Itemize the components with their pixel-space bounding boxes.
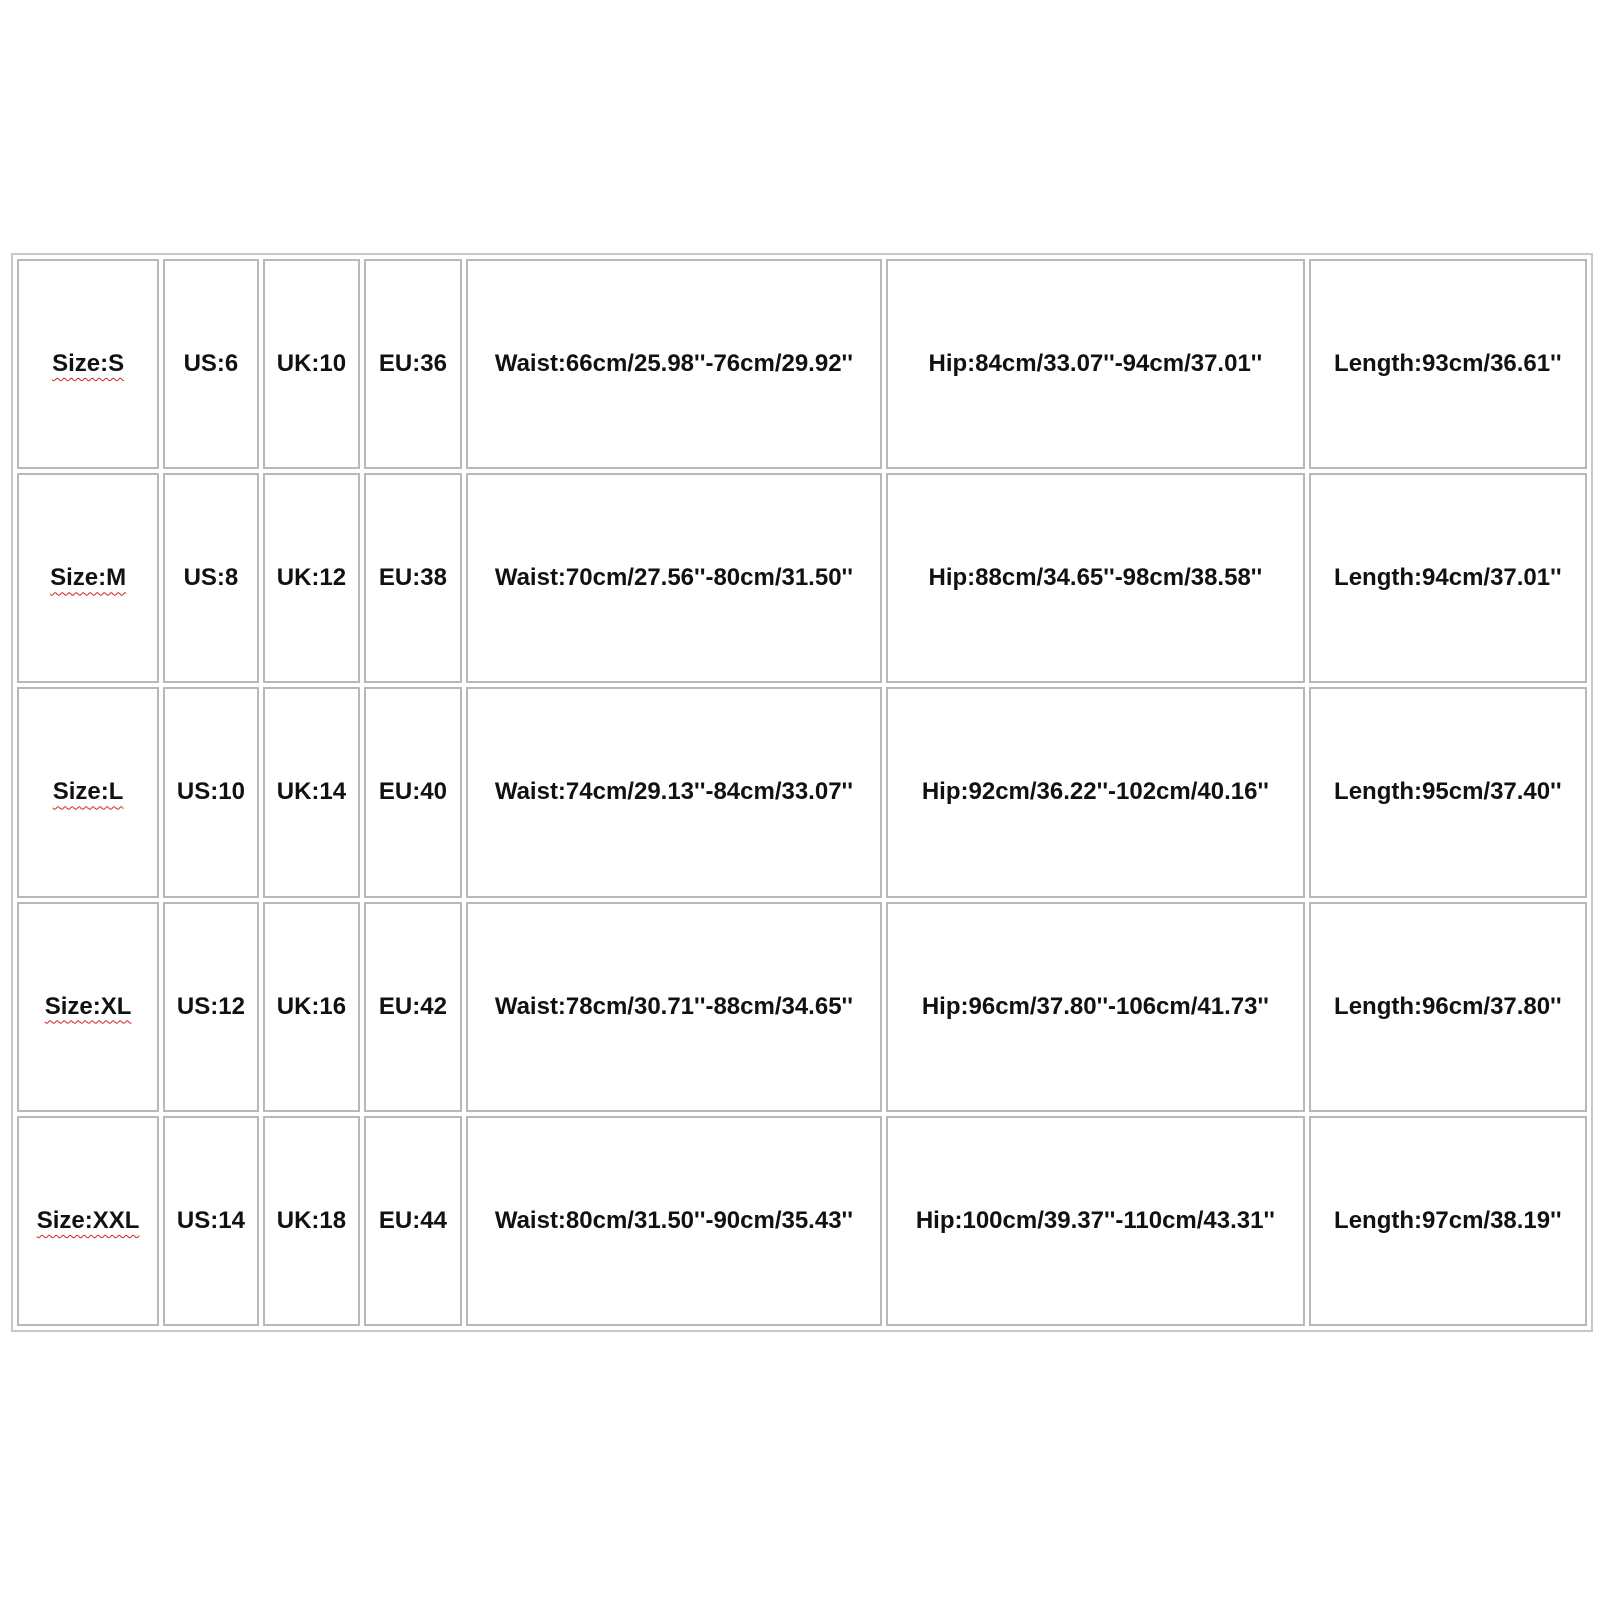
waist-cell: Waist:78cm/30.71''-88cm/34.65'' [466,902,882,1112]
hip-cell: Hip:84cm/33.07''-94cm/37.01'' [886,259,1304,469]
table-row [17,473,1587,683]
us-size-cell: US:10 [163,687,258,897]
us-size-cell: US:6 [163,259,258,469]
uk-size-cell: UK:10 [263,259,361,469]
waist-cell: Waist:66cm/25.98''-76cm/29.92'' [466,259,882,469]
us-size-cell: US:8 [163,473,258,683]
eu-size-cell: EU:36 [364,259,462,469]
hip-cell: Hip:92cm/36.22''-102cm/40.16'' [886,687,1304,897]
length-cell: Length:94cm/37.01'' [1309,473,1587,683]
table-row [17,687,1587,897]
eu-size-cell: EU:38 [364,473,462,683]
size-cell [17,902,159,1112]
uk-size-cell: UK:14 [263,687,361,897]
size-label: Size:XXL [36,1206,140,1234]
size-chart-table [11,253,1593,1332]
size-label: Size:L [52,778,124,806]
waist-cell: Waist:74cm/29.13''-84cm/33.07'' [466,687,882,897]
uk-size-cell: UK:16 [263,902,361,1112]
eu-size-cell: EU:44 [364,1116,462,1326]
length-cell: Length:96cm/37.80'' [1309,902,1587,1112]
hip-cell: Hip:88cm/34.65''-98cm/38.58'' [886,473,1304,683]
uk-size-cell: UK:12 [263,473,361,683]
size-cell [17,473,159,683]
table-row [17,259,1587,469]
size-label: Size:XL [44,992,132,1020]
size-cell [17,687,159,897]
size-label: Size:S [52,350,125,378]
size-label: Size:M [50,564,127,592]
hip-cell: Hip:96cm/37.80''-106cm/41.73'' [886,902,1304,1112]
size-cell [17,1116,159,1326]
size-cell [17,259,159,469]
eu-size-cell: EU:42 [364,902,462,1112]
hip-cell: Hip:100cm/39.37''-110cm/43.31'' [886,1116,1304,1326]
table-row [17,902,1587,1112]
us-size-cell: US:14 [163,1116,258,1326]
waist-cell: Waist:70cm/27.56''-80cm/31.50'' [466,473,882,683]
length-cell: Length:93cm/36.61'' [1309,259,1587,469]
length-cell: Length:95cm/37.40'' [1309,687,1587,897]
length-cell: Length:97cm/38.19'' [1309,1116,1587,1326]
table-row [17,1116,1587,1326]
uk-size-cell: UK:18 [263,1116,361,1326]
us-size-cell: US:12 [163,902,258,1112]
eu-size-cell: EU:40 [364,687,462,897]
waist-cell: Waist:80cm/31.50''-90cm/35.43'' [466,1116,882,1326]
